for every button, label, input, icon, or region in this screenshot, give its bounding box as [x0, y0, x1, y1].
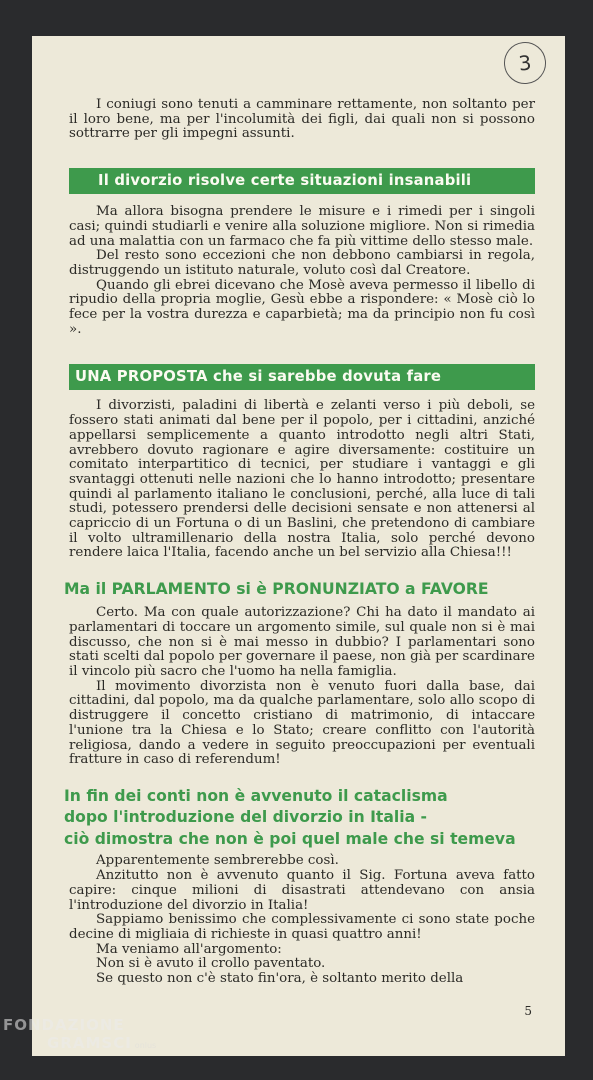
section-paragraph: Non si è avuto il crollo paventato.	[96, 956, 326, 972]
handwritten-page-mark: 3	[502, 40, 548, 86]
section-heading	[64, 786, 535, 851]
intro-section	[69, 98, 535, 142]
section-paragraph: Apparentemente sembrerebbe così.	[96, 853, 339, 869]
section-parliament	[64, 580, 535, 768]
page-number: 5	[524, 1004, 532, 1018]
section-proposal	[69, 364, 535, 561]
section-heading-line: In fin dei conti non è avvenuto il cataclisma	[64, 786, 448, 805]
watermark-text: GRAMSCI	[47, 1034, 132, 1052]
section-paragraph: Ma veniamo all'argomento:	[96, 941, 282, 957]
section-heading-line: dopo l'introduzione del divorzio in Italia -	[64, 808, 428, 827]
document-page	[32, 36, 565, 1056]
section-title-banner: UNA PROPOSTA che si sarebbe dovuta fare	[69, 364, 535, 390]
section-title-banner: Il divorzio risolve certe situazioni insanabili	[69, 168, 535, 194]
section-paragraph: Sappiamo benissimo che complessivamente ci sono state poche decine di migliaia di richieste in quasi quattro anni!	[69, 912, 535, 942]
section-paragraph: Il movimento divorzista non è venuto fuori dalla base, dai cittadini, dal popolo, ma da qualche parlamentare, solo allo scopo di distruggere il concetto cristiano di matrimonio, di intaccare l'unione tra la Chiesa e lo Stato; creare conflitto con l'autorità religiosa, dando a vedere in seguito preoccupazioni per eventuali fratture in caso di referendum!	[69, 678, 535, 768]
watermark-line: FONDAZIONE	[3, 1016, 125, 1034]
section-paragraph: Certo. Ma con quale autorizzazione? Chi ha dato il mandato ai parlamentari di toccare un argomento simile, sul quale non si è mai discusso, che non si è mai messo in dubbio? I parlamentari sono stati scelti dal popolo per governare il paese, non già per scardinare il vincolo più sacro che l'uomo ha nella famiglia.	[69, 605, 535, 679]
section-paragraph: Anzitutto non è avvenuto quanto il Sig. Fortuna aveva fatto capire: cinque milioni di disastrati attendevano con ansia l'introduzione del divorzio in Italia!	[69, 868, 535, 913]
section-paragraph: Ma allora bisogna prendere le misure e i rimedi per i singoli casi; quindi studiarli e venire alla soluzione migliore. Non si rimedia ad una malattia con un farmaco che fa più vittime dello stesso male.	[69, 204, 535, 249]
intro-paragraph: I coniugi sono tenuti a camminare rettamente, non soltanto per il loro bene, ma per l'incolumità dei figli, dai quali non si possono sottrarre per gli impegni assunti.	[69, 97, 535, 142]
section-divorce-solves	[69, 168, 535, 337]
section-heading: Ma il PARLAMENTO si è PRONUNZIATO a FAVORE	[64, 580, 489, 599]
section-no-cataclysm	[64, 786, 535, 987]
fondazione-gramsci-watermark	[3, 1016, 156, 1055]
section-paragraph: Se questo non c'è stato fin'ora, è soltanto merito della	[96, 971, 464, 987]
watermark-suffix: onlus	[134, 1041, 157, 1050]
section-heading-line: ciò dimostra che non è poi quel male che si temeva	[64, 829, 516, 848]
section-paragraph: Quando gli ebrei dicevano che Mosè aveva permesso il libello di ripudio della propria moglie, Gesù ebbe a rispondere: « Mosè ciò lo fece per la vostra durezza e caparbietà; ma da principio non fu così ».	[69, 277, 535, 337]
section-paragraph: Del resto sono eccezioni che non debbono cambiarsi in regola, distruggendo un istituto naturale, voluto così dal Creatore.	[69, 248, 535, 278]
watermark-line	[3, 1034, 156, 1055]
section-paragraph: I divorzisti, paladini di libertà e zelanti verso i più deboli, se fossero stati animati dal bene per il popolo, per i cittadini, anziché appellarsi semplicemente a quanto introdotto negli altri Stati, avrebbero dovuto ragionare e agire diversamente: costituire un comitato interpartitico di tecnici, per studiare i vantaggi e gli svantaggi ottenuti nelle nazioni che lo hanno introdotto; presentare quindi al parlamento italiano le conclusioni, perché, alla luce di tali studi, potessero prendersi delle decisioni sensate e non attenersi al capriccio di un Fortuna o di un Baslini, che pretendono di cambiare il volto ultramillenario della nostra Italia, solo perché devono rendere laica l'Italia, facendo anche un bel servizio alla Chiesa!!!	[69, 398, 535, 561]
